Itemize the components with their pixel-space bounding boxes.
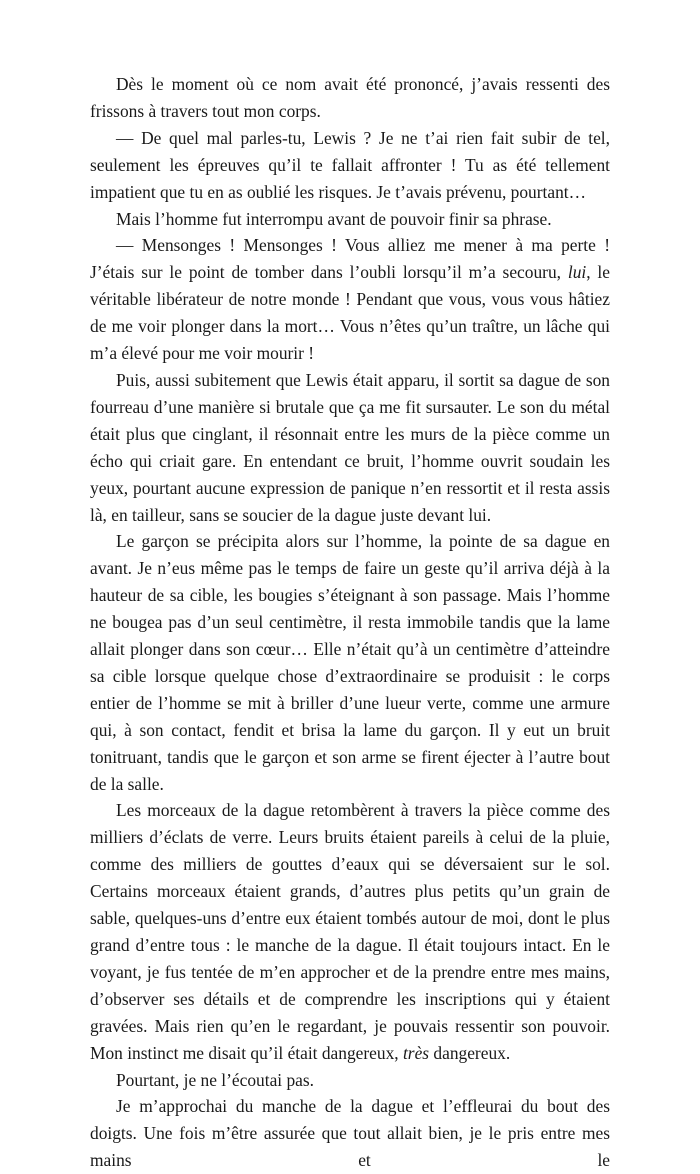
text-run: Pourtant, je ne l’écoutai pas. [116, 1069, 314, 1090]
text-run: Les morceaux de la dague retombèrent à travers la pièce comme des milliers d’éclats de verre. Leurs bruits étaient pareils à celui de la pluie, comme des milliers de gouttes d’eaux qui se déversaient sur le sol. Certains morceaux étaient grands, d’autres plus petits qu’un grain de sable, quelques-uns d’entre eux étaient tombés autour de moi, dont le plus grand d’entre tous : le manche de la dague. Il était toujours intact. En le voyant, je fus tentée de m’en approcher et de la prendre entre mes mains, d’observer ses détails et de comprendre les inscriptions qui y étaient gravées. Mais rien qu’en le regardant, je pouvais ressentir son pouvoir. Mon instinct me disait qu’il était dangereux, [90, 800, 610, 1063]
paragraph [90, 1067, 610, 1094]
text-run: — De quel mal parles-tu, Lewis ? Je ne t’ai rien fait subir de tel, seulement les épreuves qu’il te fallait affronter ! Tu as été tellement impatient que tu en as oublié les risques. Je t’avais prévenu, pourtant… [90, 127, 610, 202]
paragraph [90, 797, 610, 1066]
body-text [90, 71, 610, 1174]
text-run: Puis, aussi subitement que Lewis était apparu, il sortit sa dague de son fourreau d’une manière si brutale que ça me fit sursauter. Le son du métal était plus que cinglant, il résonnait entre les murs de la pièce comme un écho qui criait gare. En entendant ce bruit, l’homme ouvrit soudain les yeux, pourtant aucune expression de panique n’en ressortit et il resta assis là, en tailleur, sans se soucier de la dague juste devant lui. [90, 369, 610, 525]
paragraph [90, 71, 610, 125]
paragraph [90, 232, 610, 367]
text-run: Je m’approchai du manche de la dague et l’effleurai du bout des doigts. Une fois m’être assurée que tout allait bien, je le pris entre mes mains et le [90, 1096, 610, 1171]
text-run: dangereux. [429, 1042, 511, 1063]
italic-text: lui [567, 262, 587, 283]
paragraph [90, 125, 610, 206]
text-run: Dès le moment où ce nom avait été prononcé, j’avais ressenti des frissons à travers tout mon corps. [90, 74, 610, 121]
text-run: Mais l’homme fut interrompu avant de pouvoir finir sa phrase. [116, 208, 552, 229]
paragraph [90, 1093, 610, 1174]
text-run: — Mensonges ! Mensonges ! Vous alliez me mener à ma perte ! J’étais sur le point de tomber dans l’oubli lorsqu’il m’a secouru, [90, 235, 610, 283]
text-run: Le garçon se précipita alors sur l’homme, la pointe de sa dague en avant. Je n’eus même pas le temps de faire un geste qu’il arriva déjà à la hauteur de sa cible, les bougies s’éteignant à son passage. Mais l’homme ne bougea pas d’un seul centimètre, il resta immobile tandis que la lame allait plonger dans son cœur… Elle n’était qu’à un centimètre d’atteindre sa cible lorsque quelque chose d’extraordinaire se produisit : le corps entier de l’homme se mit à briller d’une lueur verte, comme une armure qui, à son contact, fendit et brisa la lame du garçon. Il y eut un bruit tonitruant, tandis que le garçon et son arme se firent éjecter à l’autre bout de la salle. [90, 531, 610, 794]
paragraph [90, 206, 610, 233]
paragraph [90, 528, 610, 797]
text-run: , le véritable libérateur de notre monde ! Pendant que vous, vous vous hâtiez de me voir plonger dans la mort… Vous n’êtes qu’un traître, un lâche qui m’a élevé pour me voir mourir ! [90, 262, 610, 364]
italic-text: très [402, 1042, 430, 1063]
paragraph [90, 367, 610, 528]
